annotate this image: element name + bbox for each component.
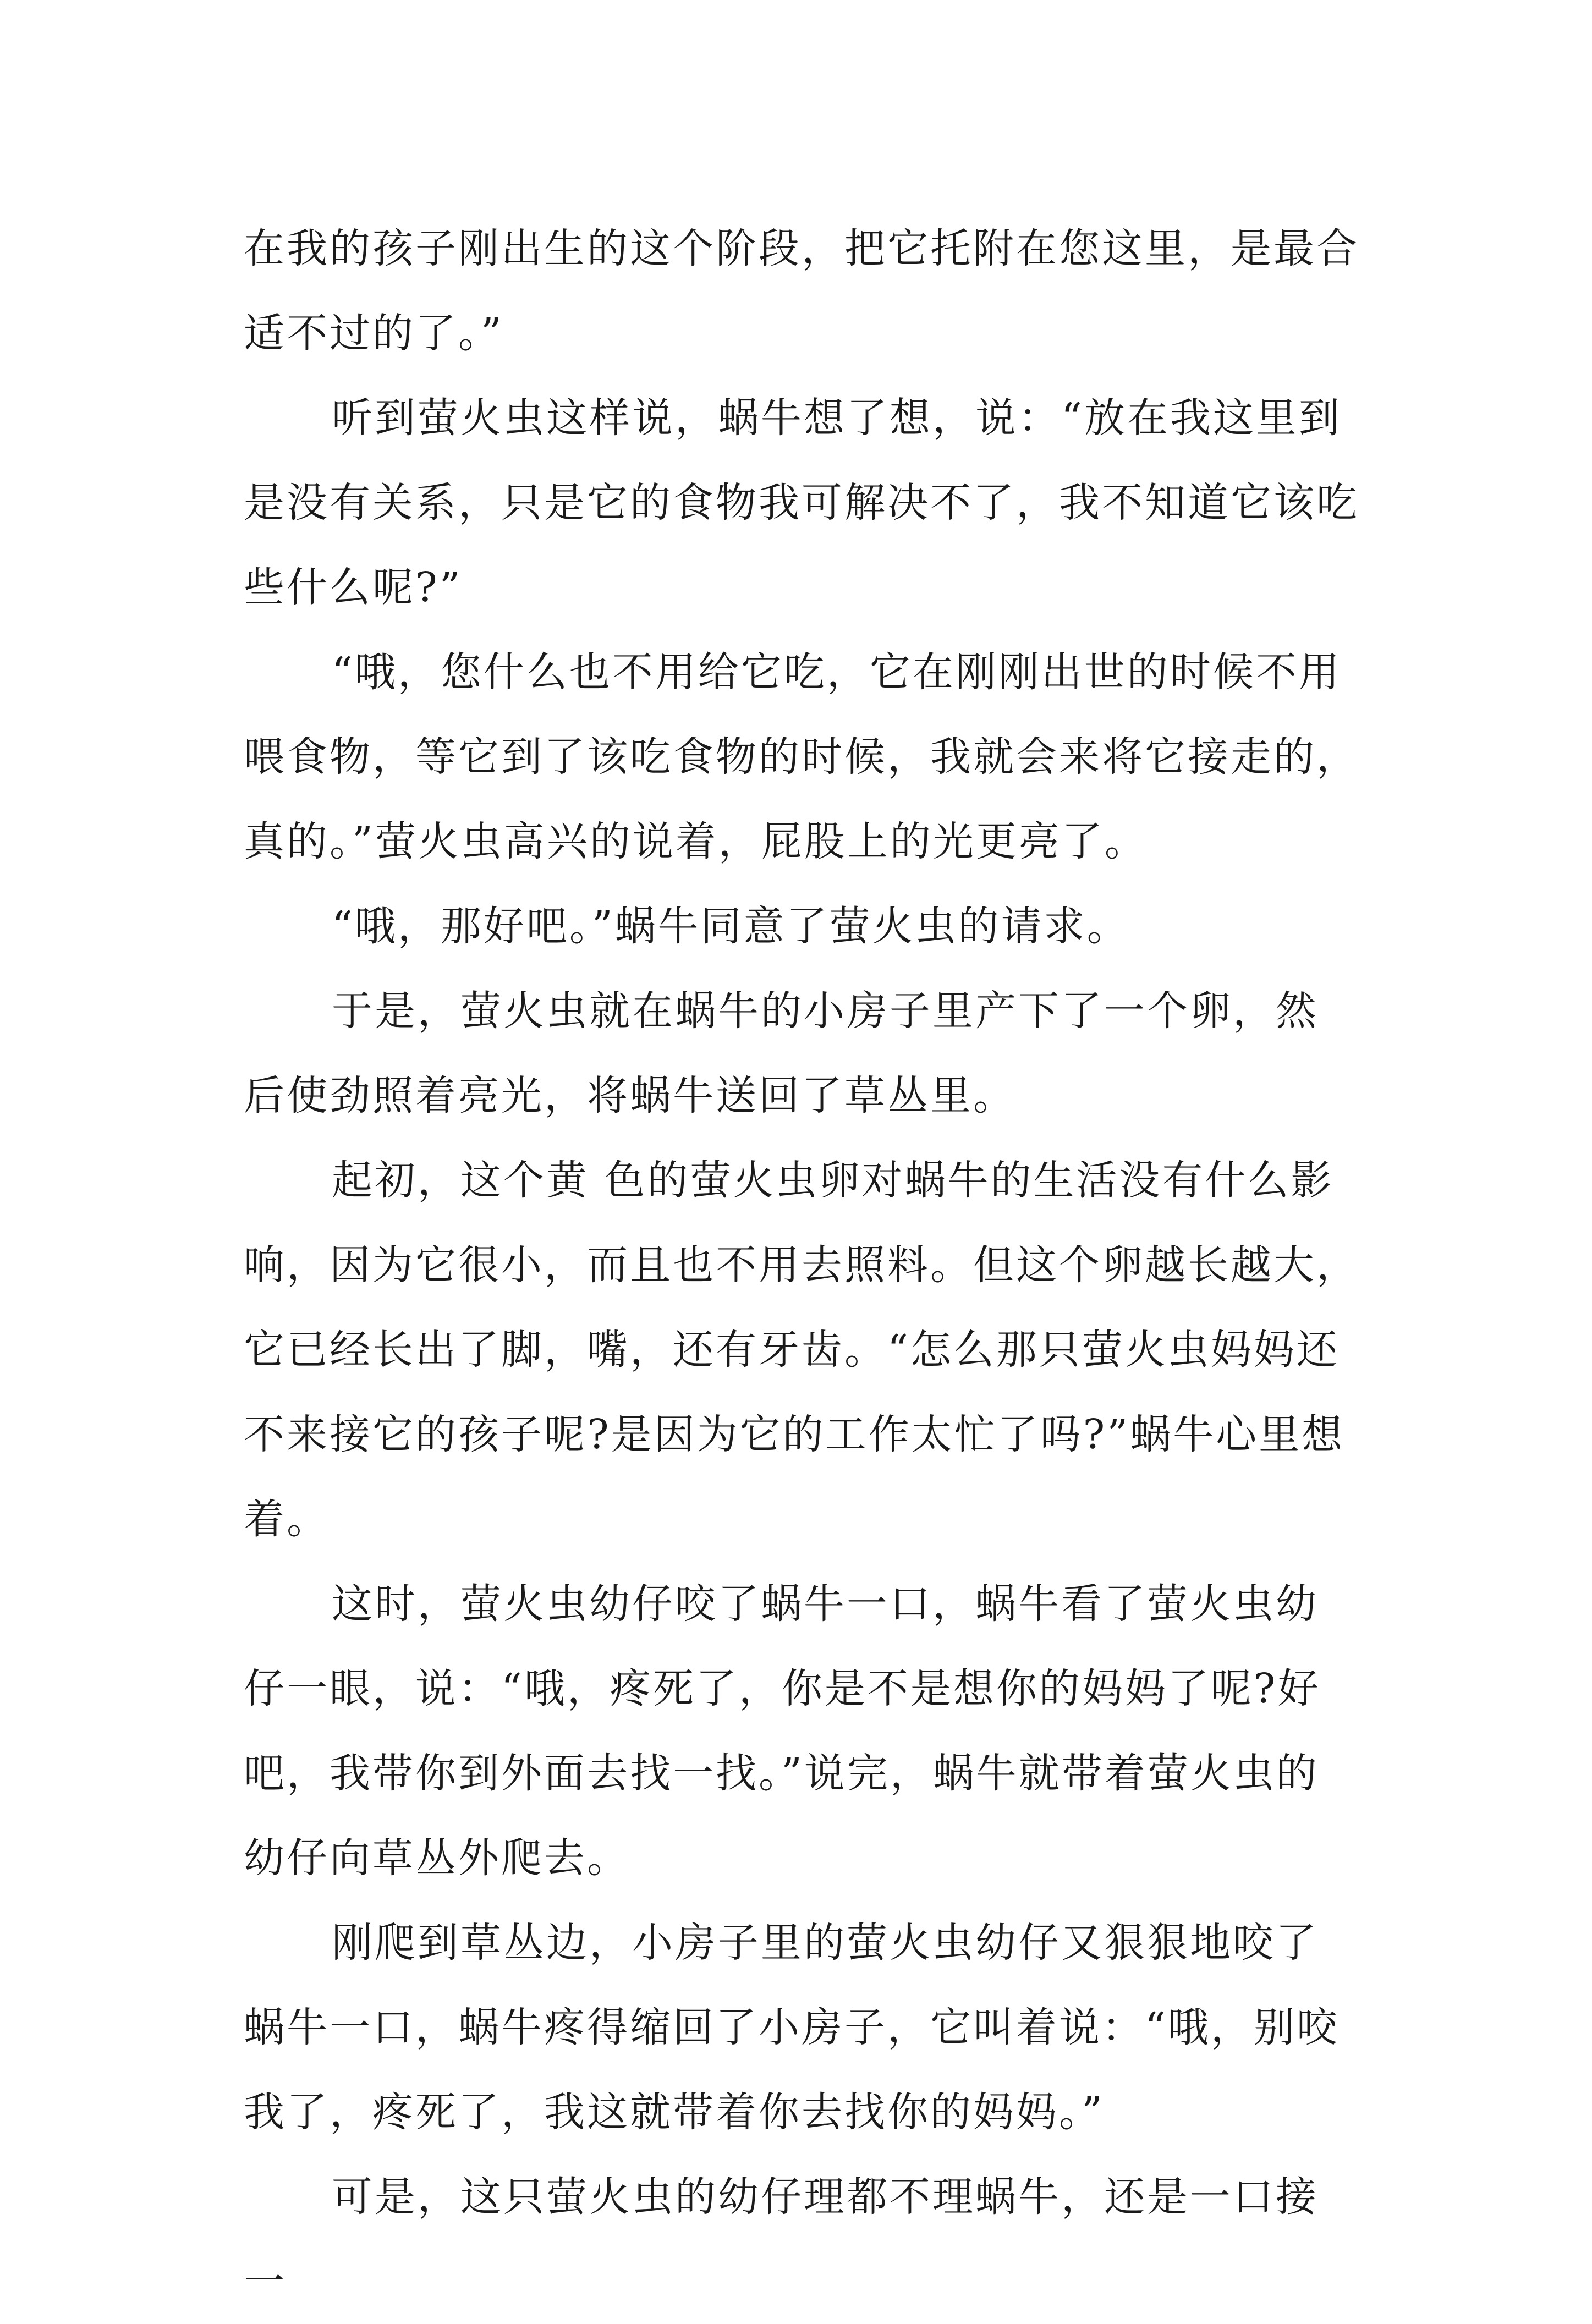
paragraph-6: 起初，这个黄 色的萤火虫卵对蜗牛的生活没有什么影响，因为它很小，而且也不用去照料。但这个卵越长越大，它已经长出了脚，嘴，还有牙齿。“怎么那只萤火虫妈妈还不来接它的孩子呢?是因为它的工作太忙了吗?”蜗牛心里想着。 xyxy=(244,1157,1359,1543)
paragraph-5: 于是，萤火虫就在蜗牛的小房子里产下了一个卵，然后使劲照着亮光，将蜗牛送回了草丛里。 xyxy=(244,987,1319,1119)
paragraph-3: “哦，您什么也不用给它吃，它在刚刚出世的时候不用喂食物，等它到了该吃食物的时候，我就会来将它接走的，真的。”萤火虫高兴的说着，屁股上的光更亮了。 xyxy=(244,649,1359,865)
document-body xyxy=(244,206,1360,2324)
paragraph-2: 听到萤火虫这样说，蜗牛想了想，说：“放在我这里到是没有关系，只是它的食物我可解决不了，我不知道它该吃些什么呢?” xyxy=(244,394,1359,611)
paragraph-9: 可是，这只萤火虫的幼仔理都不理蜗牛，还是一口接一 xyxy=(244,2173,1319,2305)
paragraph-8: 刚爬到草丛边，小房子里的萤火虫幼仔又狠狠地咬了蜗牛一口，蜗牛疼得缩回了小房子，它叫着说：“哦，别咬我了，疼死了，我这就带着你去找你的妈妈。” xyxy=(244,1919,1340,2136)
paragraph-4: “哦，那好吧。”蜗牛同意了萤火虫的请求。 xyxy=(332,903,1130,950)
paragraph-1: 在我的孩子刚出生的这个阶段，把它托附在您这里，是最合适不过的了。” xyxy=(244,225,1359,357)
paragraph-7: 这时，萤火虫幼仔咬了蜗牛一口，蜗牛看了萤火虫幼仔一眼，说：“哦，疼死了，你是不是想你的妈妈了呢?好吧，我带你到外面去找一找。”说完，蜗牛就带着萤火虫的幼仔向草丛外爬去。 xyxy=(244,1580,1321,1882)
